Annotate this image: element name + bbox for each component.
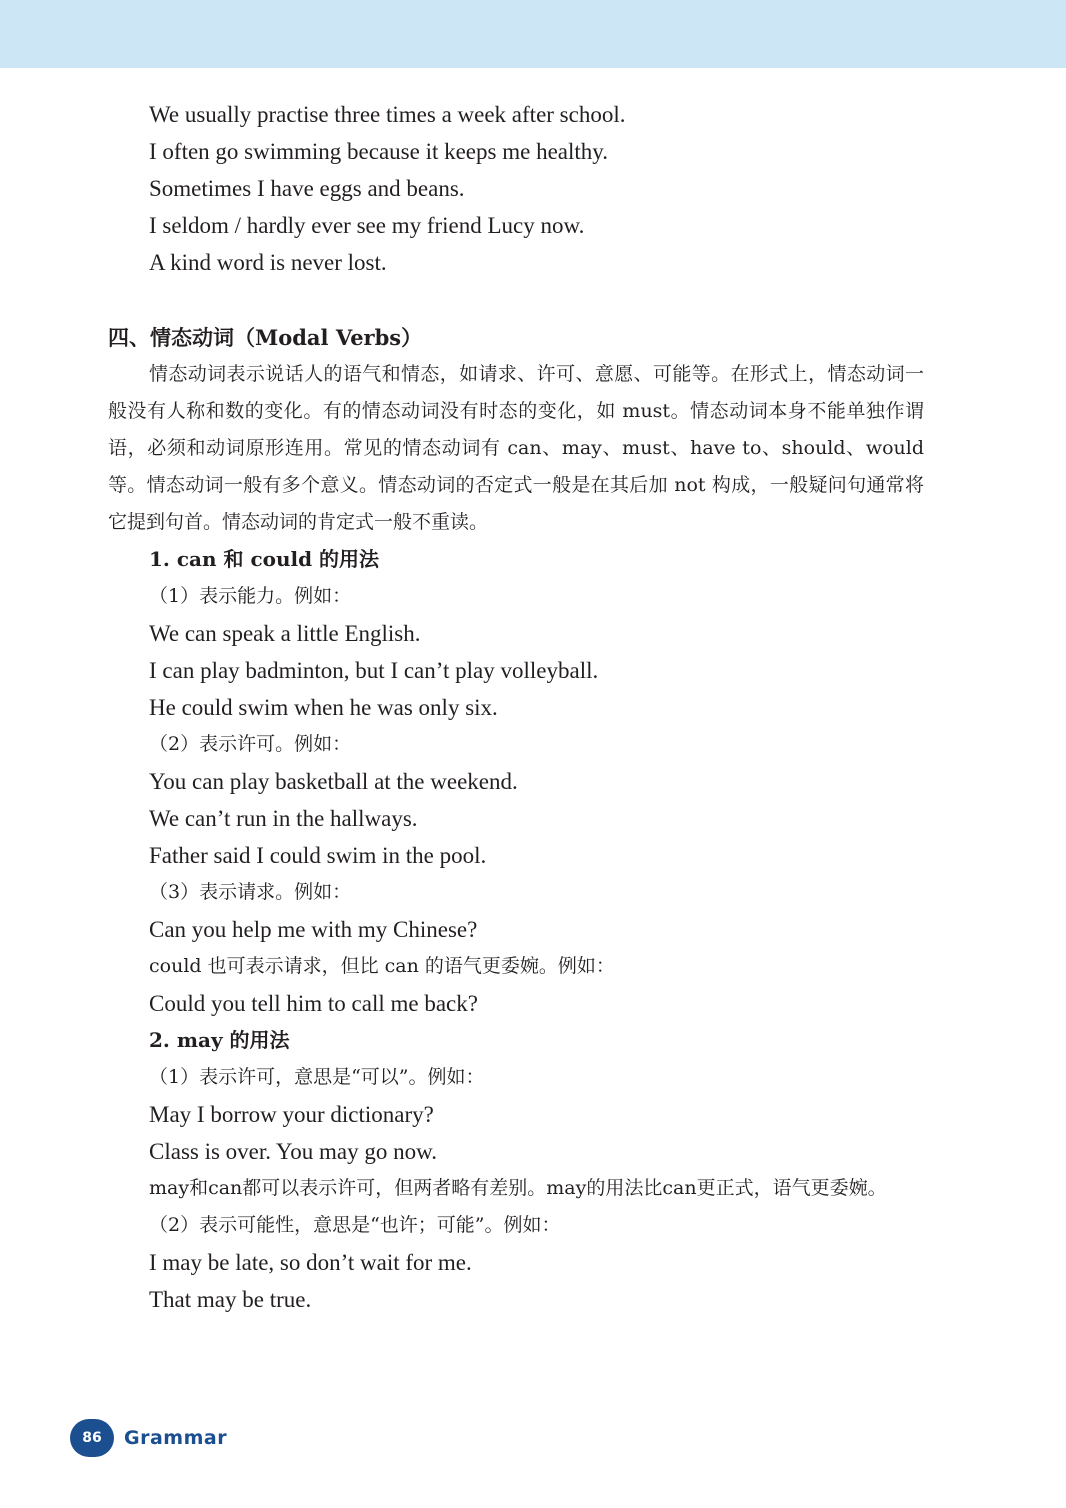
subsection-title-can-could: 1. can 和 could 的用法 bbox=[149, 547, 380, 571]
example-sentence: I can play badminton, but I can’t play volleyball. bbox=[149, 658, 599, 683]
example-sentence: May I borrow your dictionary? bbox=[149, 1102, 434, 1127]
example-sentence: Sometimes I have eggs and beans. bbox=[149, 176, 465, 201]
page-footer bbox=[70, 1419, 227, 1457]
example-sentence: Could you tell him to call me back? bbox=[149, 991, 478, 1016]
example-sentence: Can you help me with my Chinese? bbox=[149, 917, 478, 942]
usage-label: （2）表示可能性，意思是“也许；可能”。例如： bbox=[149, 1214, 561, 1236]
usage-label: （1）表示许可，意思是“可以”。例如： bbox=[149, 1066, 485, 1088]
example-sentence: I often go swimming because it keeps me healthy. bbox=[149, 139, 609, 164]
page-number-badge: 86 bbox=[70, 1419, 114, 1457]
section-intro: 情态动词表示说话人的语气和情态，如请求、许可、意愿、可能等。在形式上，情态动词一般没有人称和数的变化。有的情态动词没有时态的变化，如 must。情态动词本身不能单独作谓语，必须和动词原形连用。常见的情态动词有 can、may、must、have to、should、would 等。情态动词一般有多个意义。情态动词的否定式一般是在其后加 not 构成，一般疑问句通常将它提到句首。情态动词的肯定式一般不重读。 bbox=[108, 363, 924, 533]
usage-note: may和can都可以表示许可，但两者略有差别。may的用法比can更正式，语气更委婉。 bbox=[149, 1177, 887, 1199]
header-band bbox=[0, 0, 1066, 68]
example-sentence: We can’t run in the hallways. bbox=[149, 806, 418, 831]
subsection-title-may: 2. may 的用法 bbox=[149, 1028, 290, 1052]
section-heading: 四、情态动词（Modal Verbs） bbox=[108, 325, 423, 350]
example-sentence: We can speak a little English. bbox=[149, 621, 421, 646]
example-sentence: We usually practise three times a week after school. bbox=[149, 102, 626, 127]
usage-label: （2）表示许可。例如： bbox=[149, 733, 352, 755]
example-sentence: I seldom / hardly ever see my friend Lucy now. bbox=[149, 213, 585, 238]
example-sentence: A kind word is never lost. bbox=[149, 250, 387, 275]
example-sentence: He could swim when he was only six. bbox=[149, 695, 498, 720]
page-content bbox=[108, 96, 924, 1318]
example-sentence: Father said I could swim in the pool. bbox=[149, 843, 487, 868]
usage-label: （3）表示请求。例如： bbox=[149, 881, 352, 903]
usage-label: （1）表示能力。例如： bbox=[149, 585, 352, 607]
footer-title: Grammar bbox=[124, 1427, 228, 1449]
example-sentence: You can play basketball at the weekend. bbox=[149, 769, 518, 794]
example-sentence: I may be late, so don’t wait for me. bbox=[149, 1250, 472, 1275]
example-sentence: Class is over. You may go now. bbox=[149, 1139, 437, 1164]
usage-note: could 也可表示请求，但比 can 的语气更委婉。例如： bbox=[149, 955, 615, 977]
example-sentence: That may be true. bbox=[149, 1287, 312, 1312]
